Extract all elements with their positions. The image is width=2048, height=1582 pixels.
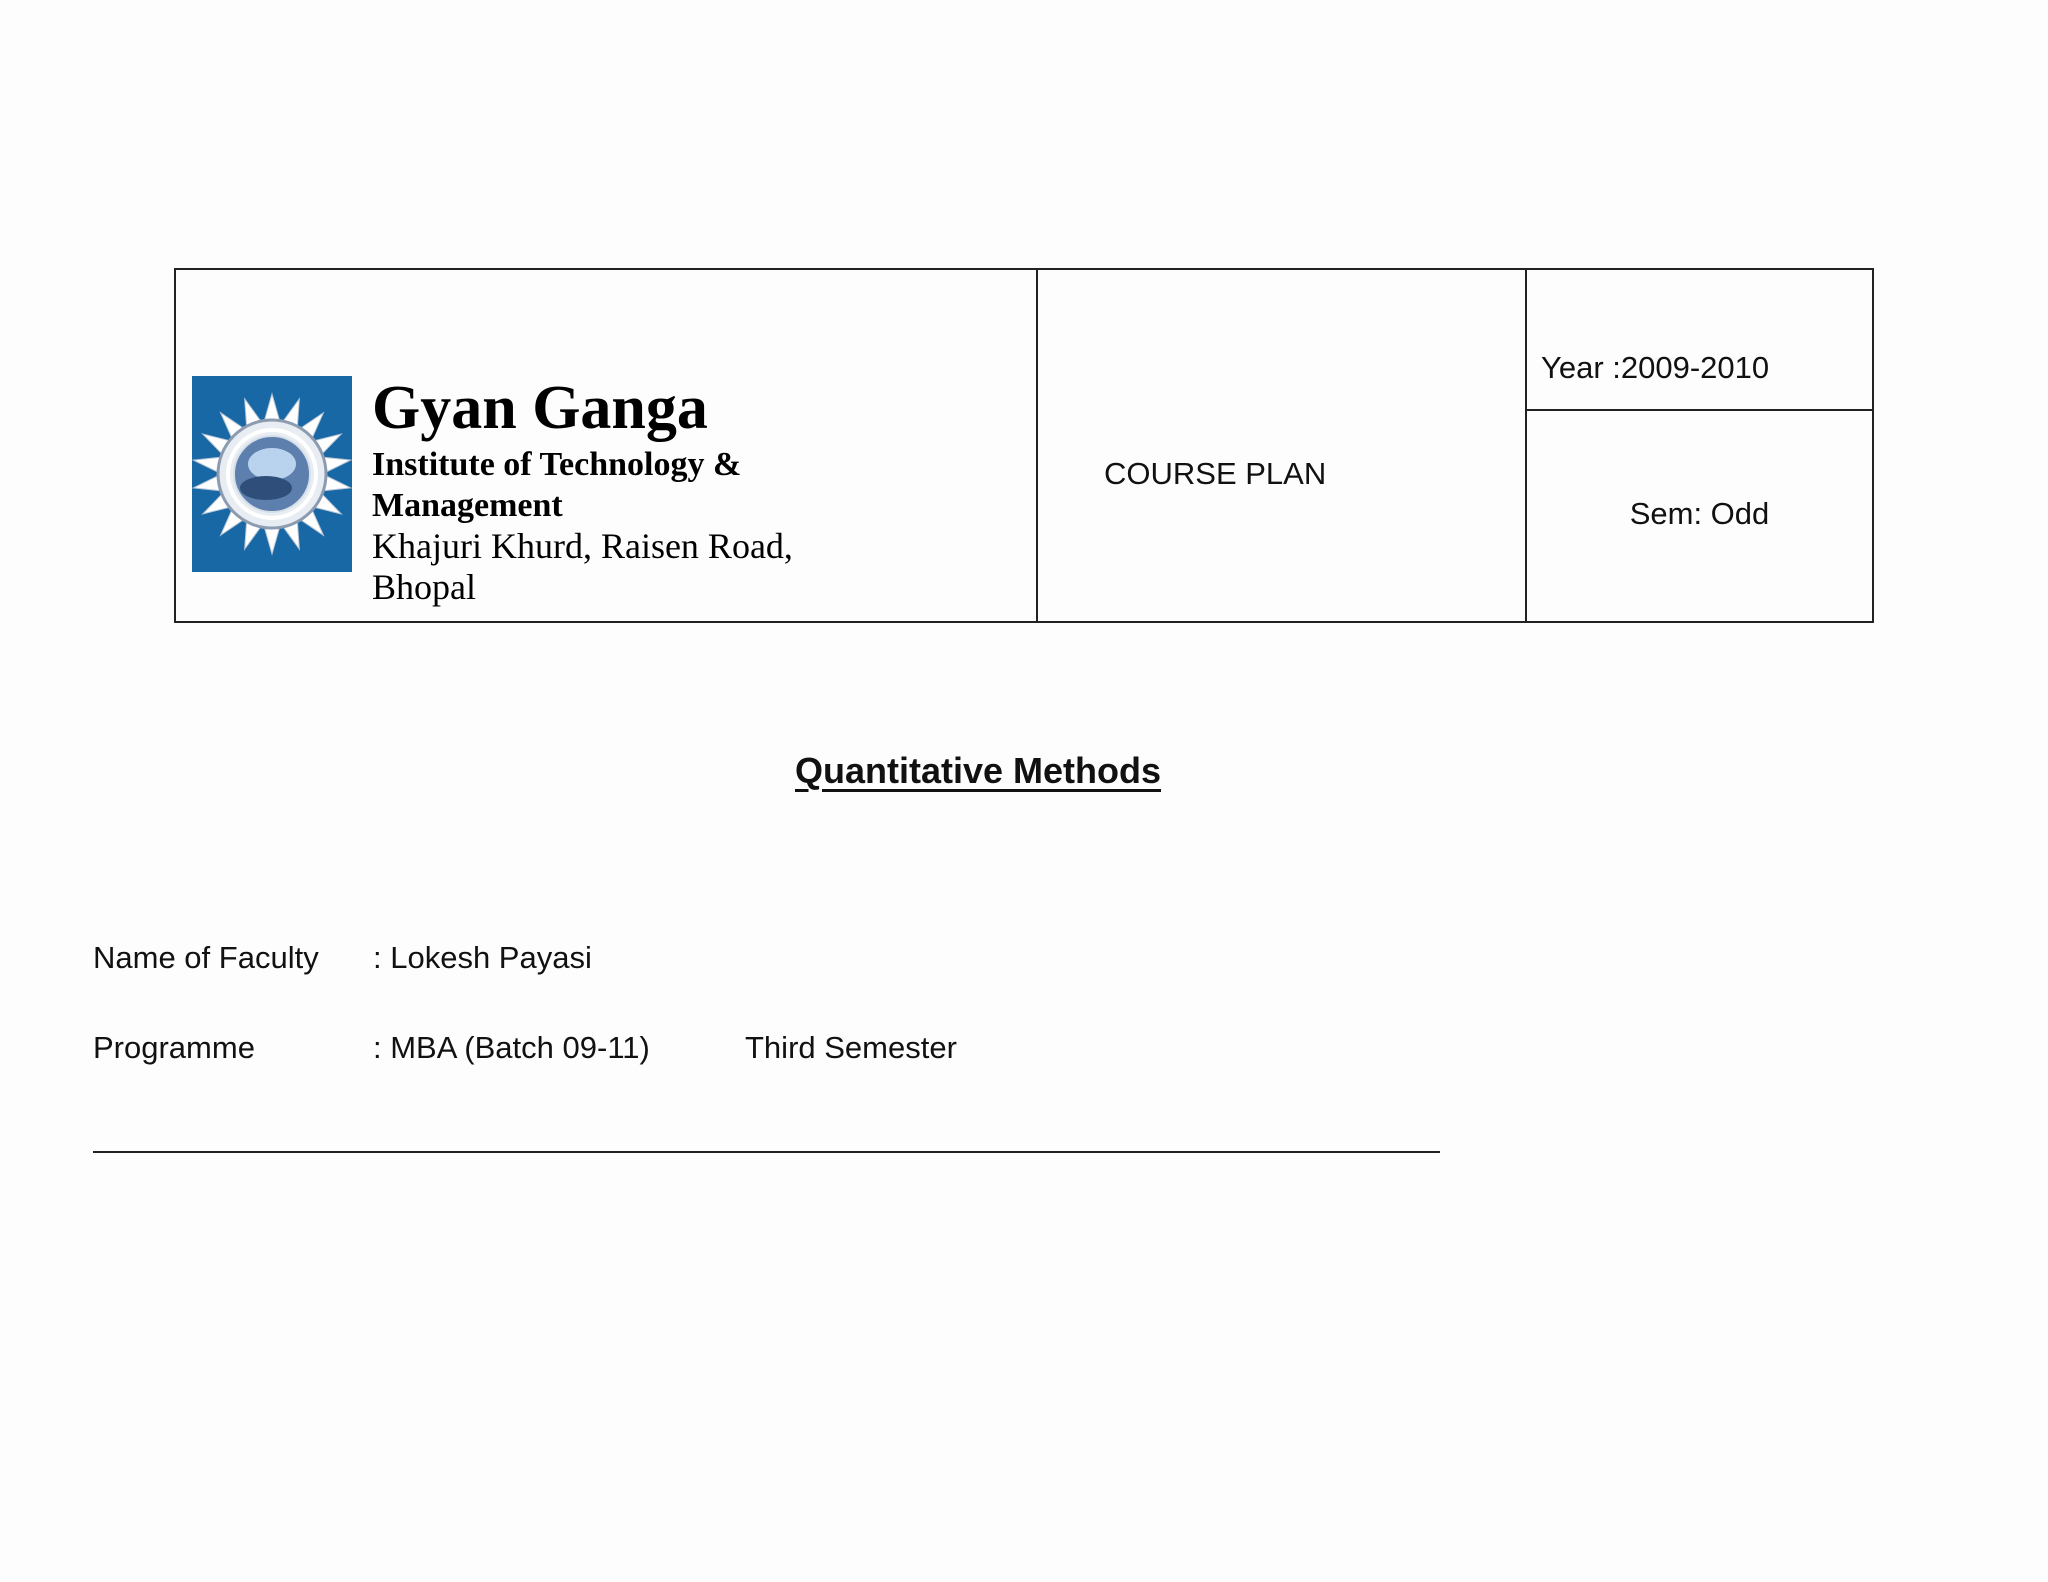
institute-name: Gyan Ganga: [372, 374, 708, 442]
semester: Sem: Odd: [1629, 496, 1770, 531]
sun-globe-logo-icon: [192, 376, 352, 572]
session-cell: [1527, 270, 1872, 621]
institute-info: [372, 374, 1022, 607]
programme-semester: Third Semester: [745, 1030, 957, 1065]
semester-cell: [1527, 411, 1872, 623]
document-type: COURSE PLAN: [1104, 456, 1327, 491]
institute-cell: [176, 270, 1038, 621]
header-table: [174, 268, 1874, 623]
document-type-cell: [1038, 270, 1527, 621]
programme-value: : MBA (Batch 09-11): [373, 1030, 650, 1065]
subject-title: Quantitative Methods: [794, 750, 1162, 791]
section-divider: [93, 1151, 1440, 1153]
faculty-label: Name of Faculty: [93, 940, 319, 975]
institute-subtitle: Institute of Technology & Management: [372, 446, 742, 524]
faculty-value: : Lokesh Payasi: [373, 940, 592, 975]
academic-year: Year :2009-2010: [1541, 350, 1770, 385]
institute-address: Khajuri Khurd, Raisen Road, Bhopal: [372, 526, 793, 607]
year-cell: [1527, 270, 1872, 411]
programme-label: Programme: [93, 1030, 255, 1065]
